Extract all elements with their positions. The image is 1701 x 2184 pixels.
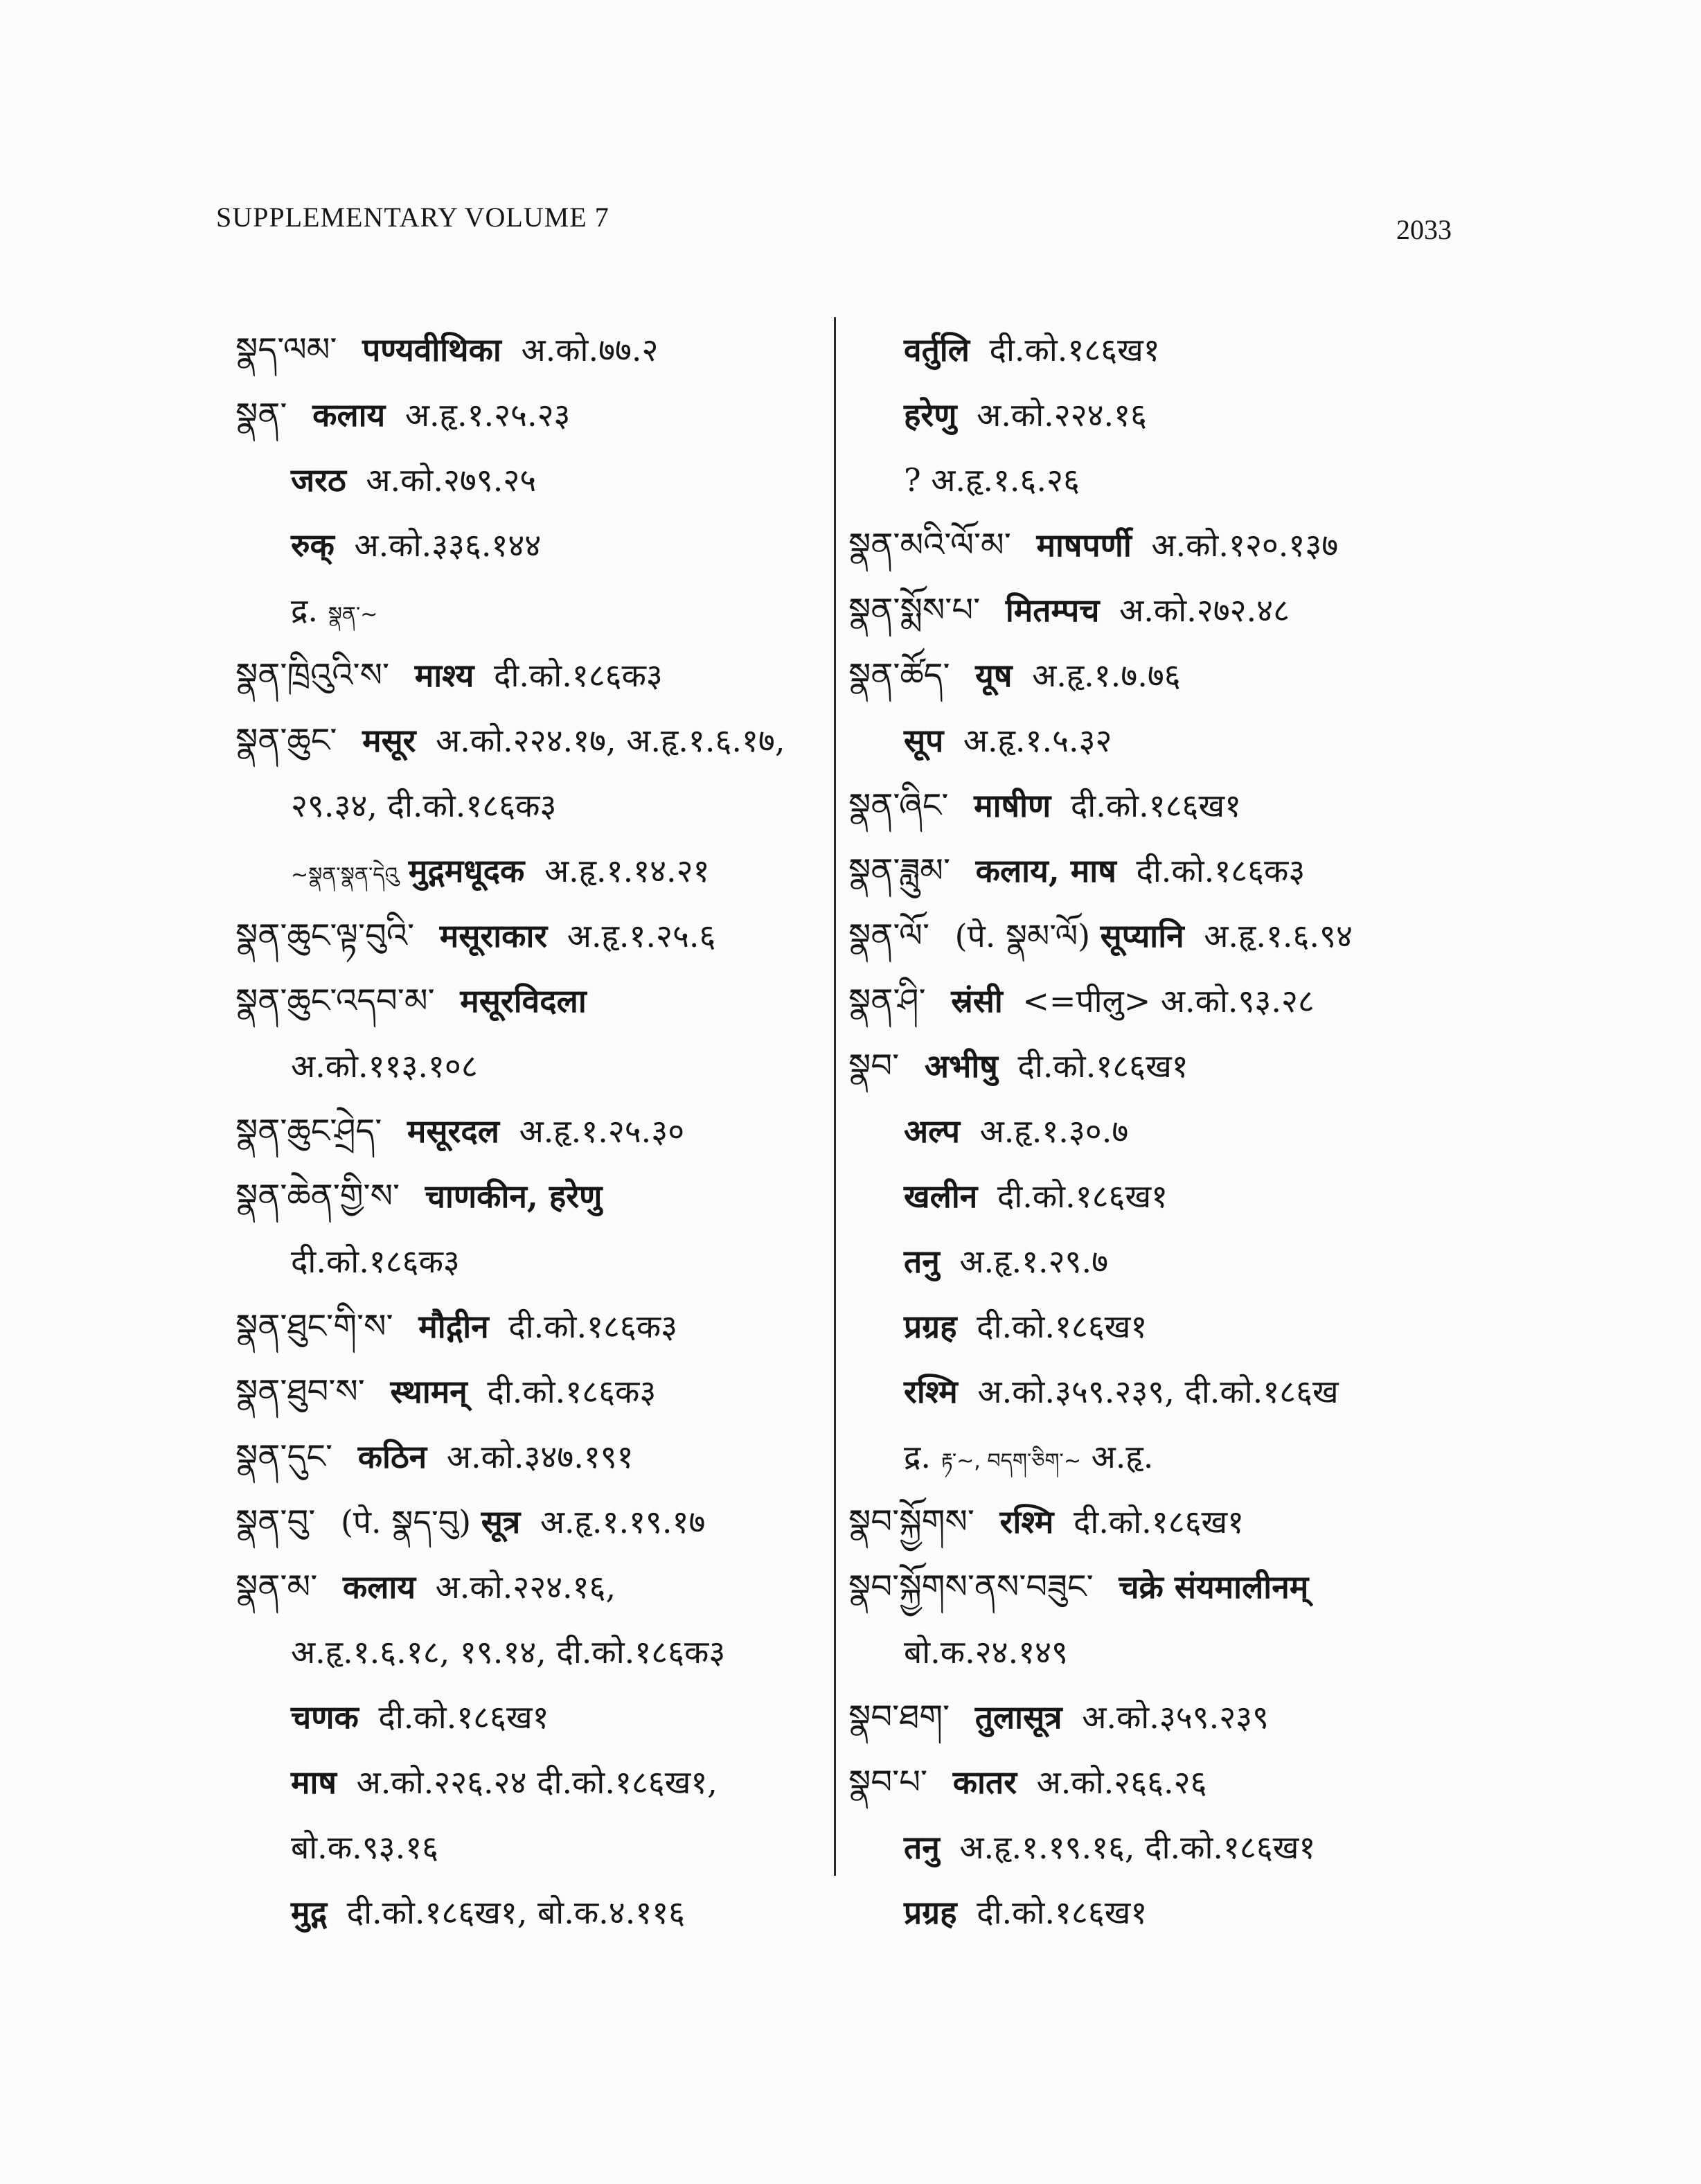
tibetan-headword: སྣབ་སྐྱོགས་ — [848, 1502, 974, 1541]
tibetan-headword: སྣན་ — [235, 396, 287, 434]
sanskrit-equivalent: रश्मि — [904, 1373, 958, 1410]
source-reference: अ.को.३३६.१४४ — [354, 526, 542, 564]
sanskrit-equivalent: माषीण — [974, 787, 1051, 824]
sanskrit-equivalent: माष — [291, 1764, 337, 1801]
dictionary-entry-line — [848, 447, 1576, 513]
dictionary-entry-line — [235, 708, 824, 773]
dictionary-entry-line — [848, 317, 1576, 382]
source-reference: दी.को.१८६ख१ — [378, 1698, 549, 1736]
source-reference: <=पीलु> अ.को.९३.२८ — [1022, 982, 1315, 1020]
dictionary-entry-line — [235, 382, 824, 447]
dictionary-entry-line — [848, 1229, 1576, 1294]
source-reference: अ.को.३५९.२३९, दी.को.१८६ख — [977, 1373, 1339, 1410]
source-reference: अ.को.३५९.२३९ — [1082, 1698, 1269, 1736]
source-reference: अ.को.२७९.२५ — [366, 461, 537, 499]
sanskrit-equivalent: सूप्यानि — [1100, 917, 1184, 955]
sanskrit-equivalent: अभीषु — [924, 1047, 998, 1085]
dictionary-entry-line — [235, 773, 824, 838]
tibetan-crossref: ~སྣན་སྣན་དེའུ — [291, 863, 399, 887]
source-reference: अ.हृ.१.५.३२ — [963, 722, 1112, 759]
entry-note: द्र. — [904, 1438, 932, 1475]
source-reference: अ.हृ.१.१९.१७ — [540, 1503, 706, 1541]
source-reference: दी.को.१८६ख१ — [997, 1178, 1168, 1215]
dictionary-entry-line — [848, 513, 1576, 578]
sanskrit-equivalent: चाणकीन, हरेणु — [425, 1178, 603, 1215]
dictionary-entry-line — [235, 1750, 824, 1815]
sanskrit-equivalent: प्रग्रह — [904, 1308, 957, 1345]
source-reference: अ.हृ.१.२५.२३ — [404, 396, 571, 434]
dictionary-entry-line — [235, 513, 824, 578]
tibetan-headword: སྣན་ཆུང་ལྟ་བུའི་ — [235, 916, 415, 955]
dictionary-entry-line — [235, 1554, 824, 1619]
source-reference: अ.को.७७.२ — [521, 331, 659, 369]
dictionary-entry-line — [848, 1359, 1576, 1424]
source-reference: ? अ.हृ.१.६.२६ — [904, 461, 1080, 499]
dictionary-entry-line — [235, 643, 824, 708]
source-reference: अ.को.२७२.४८ — [1119, 592, 1290, 629]
sanskrit-equivalent: स्रंसी — [951, 982, 1003, 1020]
dictionary-entry-line — [848, 1880, 1576, 1945]
dictionary-entry-line — [235, 1619, 824, 1685]
right-column — [848, 317, 1576, 1945]
dictionary-entry-line — [848, 1294, 1576, 1359]
tibetan-headword: སྣན་ཐུང་གི་ས་ — [235, 1307, 393, 1346]
dictionary-entry-line — [848, 1424, 1576, 1489]
source-reference: बो.क.२४.१४९ — [904, 1633, 1068, 1671]
dictionary-entry-line — [848, 1033, 1576, 1099]
source-reference: दी.को.१८६ख१, बो.क.४.११६ — [346, 1894, 686, 1931]
sanskrit-equivalent: अल्प — [904, 1112, 961, 1150]
sanskrit-equivalent: मितम्पच — [1005, 592, 1100, 629]
source-reference: अ.हृ.१.२५.६ — [567, 917, 716, 955]
tibetan-headword: སྣན་ཆུང་ — [235, 721, 337, 760]
source-reference: अ.को.२२४.१६, — [435, 1568, 616, 1606]
sanskrit-equivalent: वर्तुलि — [904, 331, 970, 369]
sanskrit-equivalent: सूत्र — [481, 1503, 521, 1541]
sanskrit-equivalent: कठिन — [357, 1438, 427, 1475]
running-header: SUPPLEMENTARY VOLUME 7 — [216, 202, 609, 233]
dictionary-entry-line — [848, 1685, 1576, 1750]
source-reference: अ.को.२२४.१६ — [977, 396, 1147, 434]
sanskrit-equivalent: माश्य — [414, 657, 474, 694]
source-reference: अ.हृ.१.७.७६ — [1032, 657, 1181, 694]
dictionary-entry-line — [235, 1294, 824, 1359]
sanskrit-equivalent: हरेणु — [904, 396, 957, 434]
sanskrit-equivalent: मौद्गीन — [418, 1308, 489, 1345]
source-reference: दी.को.१८६ख१ — [977, 1308, 1148, 1345]
dictionary-entry-line — [848, 643, 1576, 708]
dictionary-entry-line — [235, 903, 824, 968]
tibetan-headword: སྣན་སྨོས་པ་ — [848, 591, 981, 630]
sanskrit-equivalent: मसूरदल — [407, 1112, 499, 1150]
dictionary-entry-line — [848, 838, 1576, 903]
source-reference: दी.को.१८६क३ — [487, 1373, 657, 1410]
source-reference: दी.को.१८६ख१ — [1017, 1047, 1188, 1085]
dictionary-entry-line — [848, 1619, 1576, 1685]
source-reference: दी.को.१८६क३ — [508, 1308, 678, 1345]
source-reference: दी.को.१८६ख१ — [989, 331, 1160, 369]
dictionary-entry-line — [235, 838, 824, 903]
source-reference: अ.को.२२६.२४ दी.को.१८६ख१, — [356, 1764, 718, 1801]
source-reference: अ.हृ.१.२५.३० — [519, 1112, 685, 1150]
tibetan-headword: སྣབ་ཐག་ — [848, 1698, 950, 1737]
source-reference: अ.हृ.१.३०.७ — [979, 1112, 1129, 1150]
tibetan-headword: སྣན་ཤི་ — [848, 982, 926, 1020]
sanskrit-equivalent: तुलासूत्र — [974, 1698, 1062, 1736]
sanskrit-equivalent: स्थामन् — [390, 1373, 467, 1410]
sanskrit-equivalent: मुद्गमधूदक — [408, 852, 525, 889]
sanskrit-equivalent: जरठ — [291, 461, 346, 499]
source-reference: दी.को.१८६ख१ — [1073, 1503, 1245, 1541]
source-reference: अ.को.२६६.२६ — [1036, 1764, 1207, 1801]
sanskrit-equivalent: सूप — [904, 722, 944, 759]
source-reference: दी.को.१८६क३ — [291, 1243, 460, 1280]
tibetan-headword: སྣན་ཞིང་ — [848, 786, 949, 825]
sanskrit-equivalent: मसूराकार — [439, 917, 548, 955]
tibetan-headword: སྣན་ལོ་ — [848, 916, 930, 955]
source-reference: अ.हृ.१.१९.१६, दी.को.१८६ख१ — [959, 1829, 1316, 1866]
page-number: 2033 — [1396, 214, 1452, 245]
source-reference: अ.हृ.१.१४.२१ — [544, 852, 710, 889]
entry-note: द्र. — [291, 592, 319, 629]
dictionary-entry-line — [848, 382, 1576, 447]
sanskrit-equivalent: खलीन — [904, 1178, 978, 1215]
dictionary-entry-line — [235, 317, 824, 382]
entry-note: (पे. སྣད་བུ) — [340, 1503, 472, 1541]
sanskrit-equivalent: कलाय, माष — [975, 852, 1116, 889]
tibetan-headword: སྣན་ཆེན་གྱི་ས་ — [235, 1177, 400, 1216]
source-reference: दी.को.१८६क३ — [1136, 852, 1306, 889]
sanskrit-equivalent: चणक — [291, 1698, 359, 1736]
sanskrit-equivalent: मसूर — [362, 722, 416, 759]
dictionary-entry-line — [848, 1489, 1576, 1554]
dictionary-entry-line — [235, 1880, 824, 1945]
tibetan-headword: སྣན་ཁྲིའུའི་ས་ — [235, 656, 390, 695]
tibetan-headword: སྣན་ཐུབ་ས་ — [235, 1372, 365, 1411]
sanskrit-equivalent: रुक् — [291, 526, 335, 564]
sanskrit-equivalent: मसूरविदला — [460, 982, 587, 1020]
sanskrit-equivalent: पण्यवीथिका — [362, 331, 501, 369]
dictionary-entry-line — [235, 447, 824, 513]
dictionary-entry-line — [235, 1489, 824, 1554]
entry-note: (पे. སྣམ་ལོ) — [954, 917, 1091, 955]
left-column — [235, 317, 824, 1945]
source-reference: अ.को.३४७.१९१ — [446, 1438, 634, 1475]
dictionary-entry-line — [848, 903, 1576, 968]
column-divider — [834, 317, 836, 1876]
dictionary-entry-line — [235, 1033, 824, 1099]
dictionary-entry-line — [235, 1815, 824, 1880]
tibetan-headword: སྣབ་ — [848, 1047, 900, 1085]
dictionary-entry-line — [235, 578, 824, 643]
dictionary-entry-line — [848, 1750, 1576, 1815]
source-reference: बो.क.९३.१६ — [291, 1829, 439, 1866]
sanskrit-equivalent: माषपर्णी — [1036, 526, 1132, 564]
tibetan-headword: སྣན་བུ་ — [235, 1502, 316, 1541]
source-reference: दी.को.१८६ख१ — [977, 1894, 1148, 1931]
tibetan-crossref: རྟ་~, བདག་ཅིག་~ — [941, 1449, 1081, 1473]
tibetan-headword: སྣད་ལམ་ — [235, 330, 337, 369]
dictionary-entry-line — [235, 1229, 824, 1294]
sanskrit-equivalent: यूष — [975, 657, 1013, 694]
source-reference: अ.हृ.१.६.९४ — [1204, 917, 1353, 955]
dictionary-entry-line — [848, 1164, 1576, 1229]
sanskrit-equivalent: तनु — [904, 1829, 940, 1866]
dictionary-entry-line — [235, 1099, 824, 1164]
dictionary-entry-line — [235, 968, 824, 1033]
sanskrit-equivalent: रश्मि — [999, 1503, 1054, 1541]
source-reference: दी.को.१८६क३ — [494, 657, 663, 694]
sanskrit-equivalent: मुद्ग — [291, 1894, 328, 1931]
tibetan-headword: སྣན་དུང་ — [235, 1437, 333, 1476]
tibetan-crossref: སྣན་~ — [328, 603, 378, 627]
dictionary-entry-line — [848, 773, 1576, 838]
tibetan-headword: སྣན་ཚོད་ — [848, 656, 950, 695]
tibetan-headword: སྣན་ཆུང་ཤྲེད་ — [235, 1112, 382, 1151]
sanskrit-equivalent: कलाय — [342, 1568, 416, 1606]
dictionary-entry-line — [848, 1554, 1576, 1619]
source-reference: अ.को.११३.१०८ — [291, 1047, 478, 1085]
tibetan-headword: སྣན་མ་ — [235, 1568, 318, 1606]
sanskrit-equivalent: प्रग्रह — [904, 1894, 957, 1931]
sanskrit-equivalent: तनु — [904, 1243, 940, 1280]
tibetan-headword: སྣབ་པ་ — [848, 1763, 928, 1802]
dictionary-entry-line — [848, 1099, 1576, 1164]
sanskrit-equivalent: कलाय — [312, 396, 386, 434]
tibetan-headword: སྣབ་སྐྱོགས་ནས་བཟུང་ — [848, 1568, 1094, 1606]
source-reference: अ.हृ.१.६.१८, १९.१४, दी.को.१८६क३ — [291, 1633, 726, 1671]
dictionary-entry-line — [848, 968, 1576, 1033]
dictionary-entry-line — [235, 1685, 824, 1750]
sanskrit-equivalent: कातर — [952, 1764, 1017, 1801]
dictionary-entry-line — [848, 708, 1576, 773]
dictionary-entry-line — [848, 578, 1576, 643]
tibetan-headword: སྣན་ཆུང་འདབ་མ་ — [235, 982, 435, 1020]
tibetan-headword: སྣན་ཟླུམ་ — [848, 851, 951, 890]
source-reference: अ.हृ. — [1091, 1438, 1154, 1475]
tibetan-headword: སྣན་མའི་ལོ་མ་ — [848, 526, 1011, 565]
source-reference: अ.हृ.१.२९.७ — [959, 1243, 1108, 1280]
source-reference: अ.को.२२४.१७, अ.हृ.१.६.१७, — [436, 722, 785, 759]
sanskrit-equivalent: चक्रे संयमालीनम् — [1119, 1568, 1309, 1606]
dictionary-entry-line — [235, 1424, 824, 1489]
dictionary-entry-line — [235, 1164, 824, 1229]
source-reference: २९.३४, दी.को.१८६क३ — [291, 787, 557, 824]
source-reference: दी.को.१८६ख१ — [1070, 787, 1242, 824]
dictionary-entry-line — [848, 1815, 1576, 1880]
dictionary-entry-line — [235, 1359, 824, 1424]
source-reference: अ.को.१२०.१३७ — [1151, 526, 1339, 564]
